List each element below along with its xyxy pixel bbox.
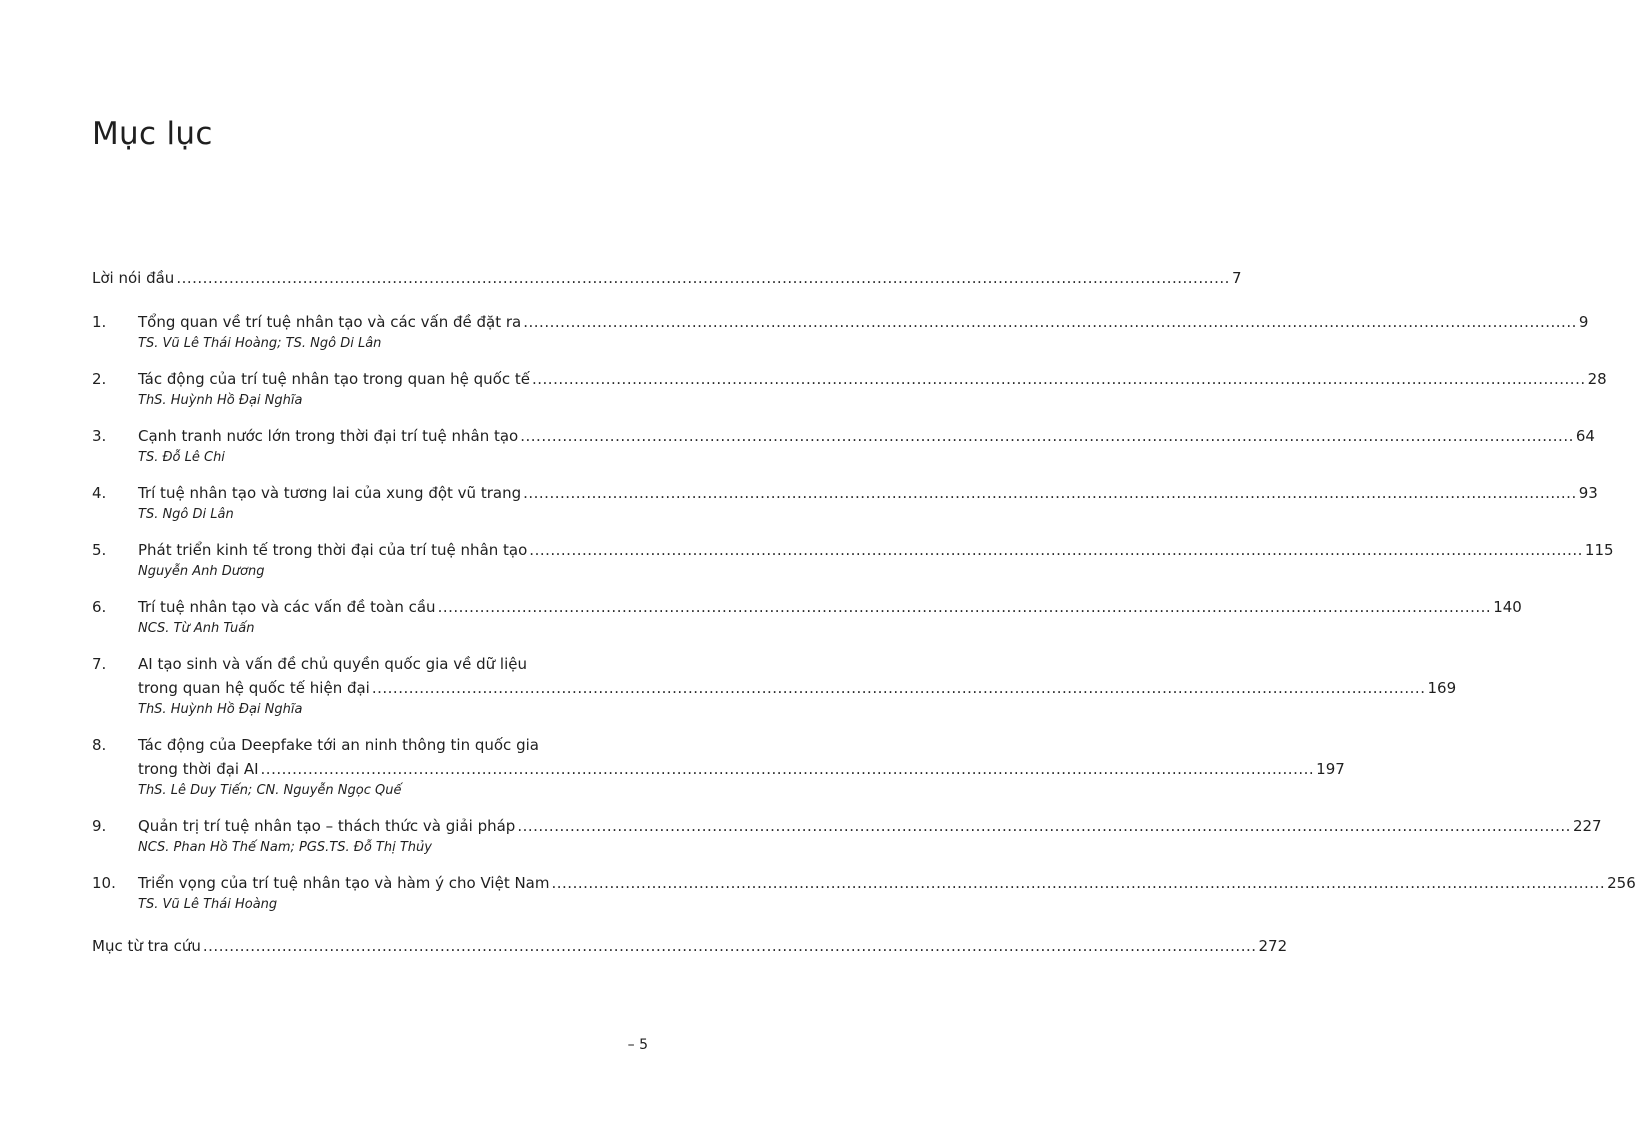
dot-leader: ........................................................................................................................................................................................................: [523, 484, 1577, 502]
toc-entry-page: 93: [1578, 484, 1598, 502]
dot-leader: ........................................................................................................................................................................................................: [520, 427, 1574, 445]
toc-entry-title[interactable]: Triển vọng của trí tuệ nhân tạo và hàm ý cho Việt Nam ........................................................................................................................................................................................................ 256: [138, 874, 1636, 892]
toc-entry-page: 9: [1578, 313, 1589, 331]
dot-leader: ........................................................................................................................................................................................................: [523, 313, 1577, 331]
toc-entry-title[interactable]: Tác động của trí tuệ nhân tạo trong quan hệ quốc tế ........................................................................................................................................................................................................ 28: [138, 370, 1607, 388]
toc-entry-page: 140: [1493, 598, 1522, 616]
toc-entry-title-line1[interactable]: Tác động của Deepfake tới an ninh thông tin quốc gia: [138, 736, 539, 754]
toc-index[interactable]: [92, 936, 1288, 956]
dot-leader: ........................................................................................................................................................................................................: [517, 817, 1571, 835]
toc-entry-author: TS. Ngô Di Lân: [138, 507, 234, 522]
toc-entry-page: 197: [1316, 760, 1345, 778]
toc-entry-title[interactable]: trong thời đại AI ........................................................................................................................................................................................................ 197: [138, 760, 1345, 778]
toc-entry-number: 10.: [92, 874, 116, 892]
dot-leader: ........................................................................................................................................................................................................: [371, 679, 1426, 697]
page-number: – 5: [627, 1037, 648, 1053]
toc-entry-title-line1[interactable]: AI tạo sinh và vấn đề chủ quyền quốc gia về dữ liệu: [138, 655, 527, 673]
toc-entry-page: 115: [1584, 541, 1614, 559]
toc-entry-title[interactable]: Tổng quan về trí tuệ nhân tạo và các vấn đề đặt ra ........................................................................................................................................................................................................ 9: [138, 313, 1589, 331]
toc-entry-page: 169: [1427, 679, 1457, 697]
toc-entry-author: Nguyễn Anh Dương: [138, 564, 265, 579]
toc-entry-author: ThS. Lê Duy Tiến; CN. Nguyễn Ngọc Quế: [138, 783, 402, 798]
toc-entry-number: 3.: [92, 427, 107, 445]
toc-entry-author: NCS. Phan Hồ Thế Nam; PGS.TS. Đỗ Thị Thủy: [138, 840, 432, 855]
toc-entry-number: 2.: [92, 370, 107, 388]
toc-entry-page: 227: [1572, 817, 1602, 835]
toc-entry-author: ThS. Huỳnh Hồ Đại Nghĩa: [138, 702, 303, 717]
toc-entry-number: 8.: [92, 736, 107, 754]
toc-preface-label: Lời nói đầu: [92, 269, 175, 287]
toc-entry-number: 7.: [92, 655, 107, 673]
toc-entry-title[interactable]: trong quan hệ quốc tế hiện đại ........................................................................................................................................................................................................ 169: [138, 679, 1457, 697]
toc-entry-title[interactable]: Phát triển kinh tế trong thời đại của trí tuệ nhân tạo ........................................................................................................................................................................................................ 115: [138, 541, 1614, 559]
toc-entry-author: ThS. Huỳnh Hồ Đại Nghĩa: [138, 393, 303, 408]
toc-entry-title[interactable]: Cạnh tranh nước lớn trong thời đại trí tuệ nhân tạo ........................................................................................................................................................................................................ 64: [138, 427, 1595, 445]
toc-entry-author: NCS. Từ Anh Tuấn: [138, 621, 255, 636]
toc-entry-title[interactable]: Quản trị trí tuệ nhân tạo – thách thức và giải pháp ........................................................................................................................................................................................................ 227: [138, 817, 1602, 835]
toc-entry-title[interactable]: Trí tuệ nhân tạo và các vấn đề toàn cầu ........................................................................................................................................................................................................ 140: [138, 598, 1522, 616]
toc-entry-author: TS. Vũ Lê Thái Hoàng: [138, 897, 278, 912]
toc-preface-page: 7: [1231, 269, 1242, 287]
toc-entry-author: TS. Đỗ Lê Chi: [138, 450, 225, 465]
dot-leader: ........................................................................................................................................................................................................: [202, 937, 1257, 955]
toc-entry-author: TS. Vũ Lê Thái Hoàng; TS. Ngô Di Lân: [138, 336, 382, 351]
dot-leader: ........................................................................................................................................................................................................: [260, 760, 1315, 778]
dot-leader: ........................................................................................................................................................................................................: [437, 598, 1492, 616]
toc-entry-page: 28: [1587, 370, 1607, 388]
dot-leader: ........................................................................................................................................................................................................: [551, 874, 1606, 892]
toc-entry-title[interactable]: Trí tuệ nhân tạo và tương lai của xung đột vũ trang ........................................................................................................................................................................................................ 93: [138, 484, 1598, 502]
dot-leader: ........................................................................................................................................................................................................: [529, 541, 1583, 559]
toc-entry-page: 64: [1575, 427, 1595, 445]
page-title: Mục lục: [92, 116, 213, 152]
toc-entry-number: 1.: [92, 313, 107, 331]
toc-entry-number: 9.: [92, 817, 107, 835]
toc-index-page: 272: [1258, 937, 1288, 955]
toc-entry-number: 5.: [92, 541, 107, 559]
toc-index-label: Mục từ tra cứu: [92, 937, 201, 955]
toc-entry-number: 4.: [92, 484, 107, 502]
dot-leader: ........................................................................................................................................................................................................: [176, 269, 1230, 287]
toc-preface[interactable]: [92, 268, 1242, 288]
toc-entry-number: 6.: [92, 598, 107, 616]
toc-entry-page: 256: [1607, 874, 1636, 892]
dot-leader: ........................................................................................................................................................................................................: [532, 370, 1586, 388]
